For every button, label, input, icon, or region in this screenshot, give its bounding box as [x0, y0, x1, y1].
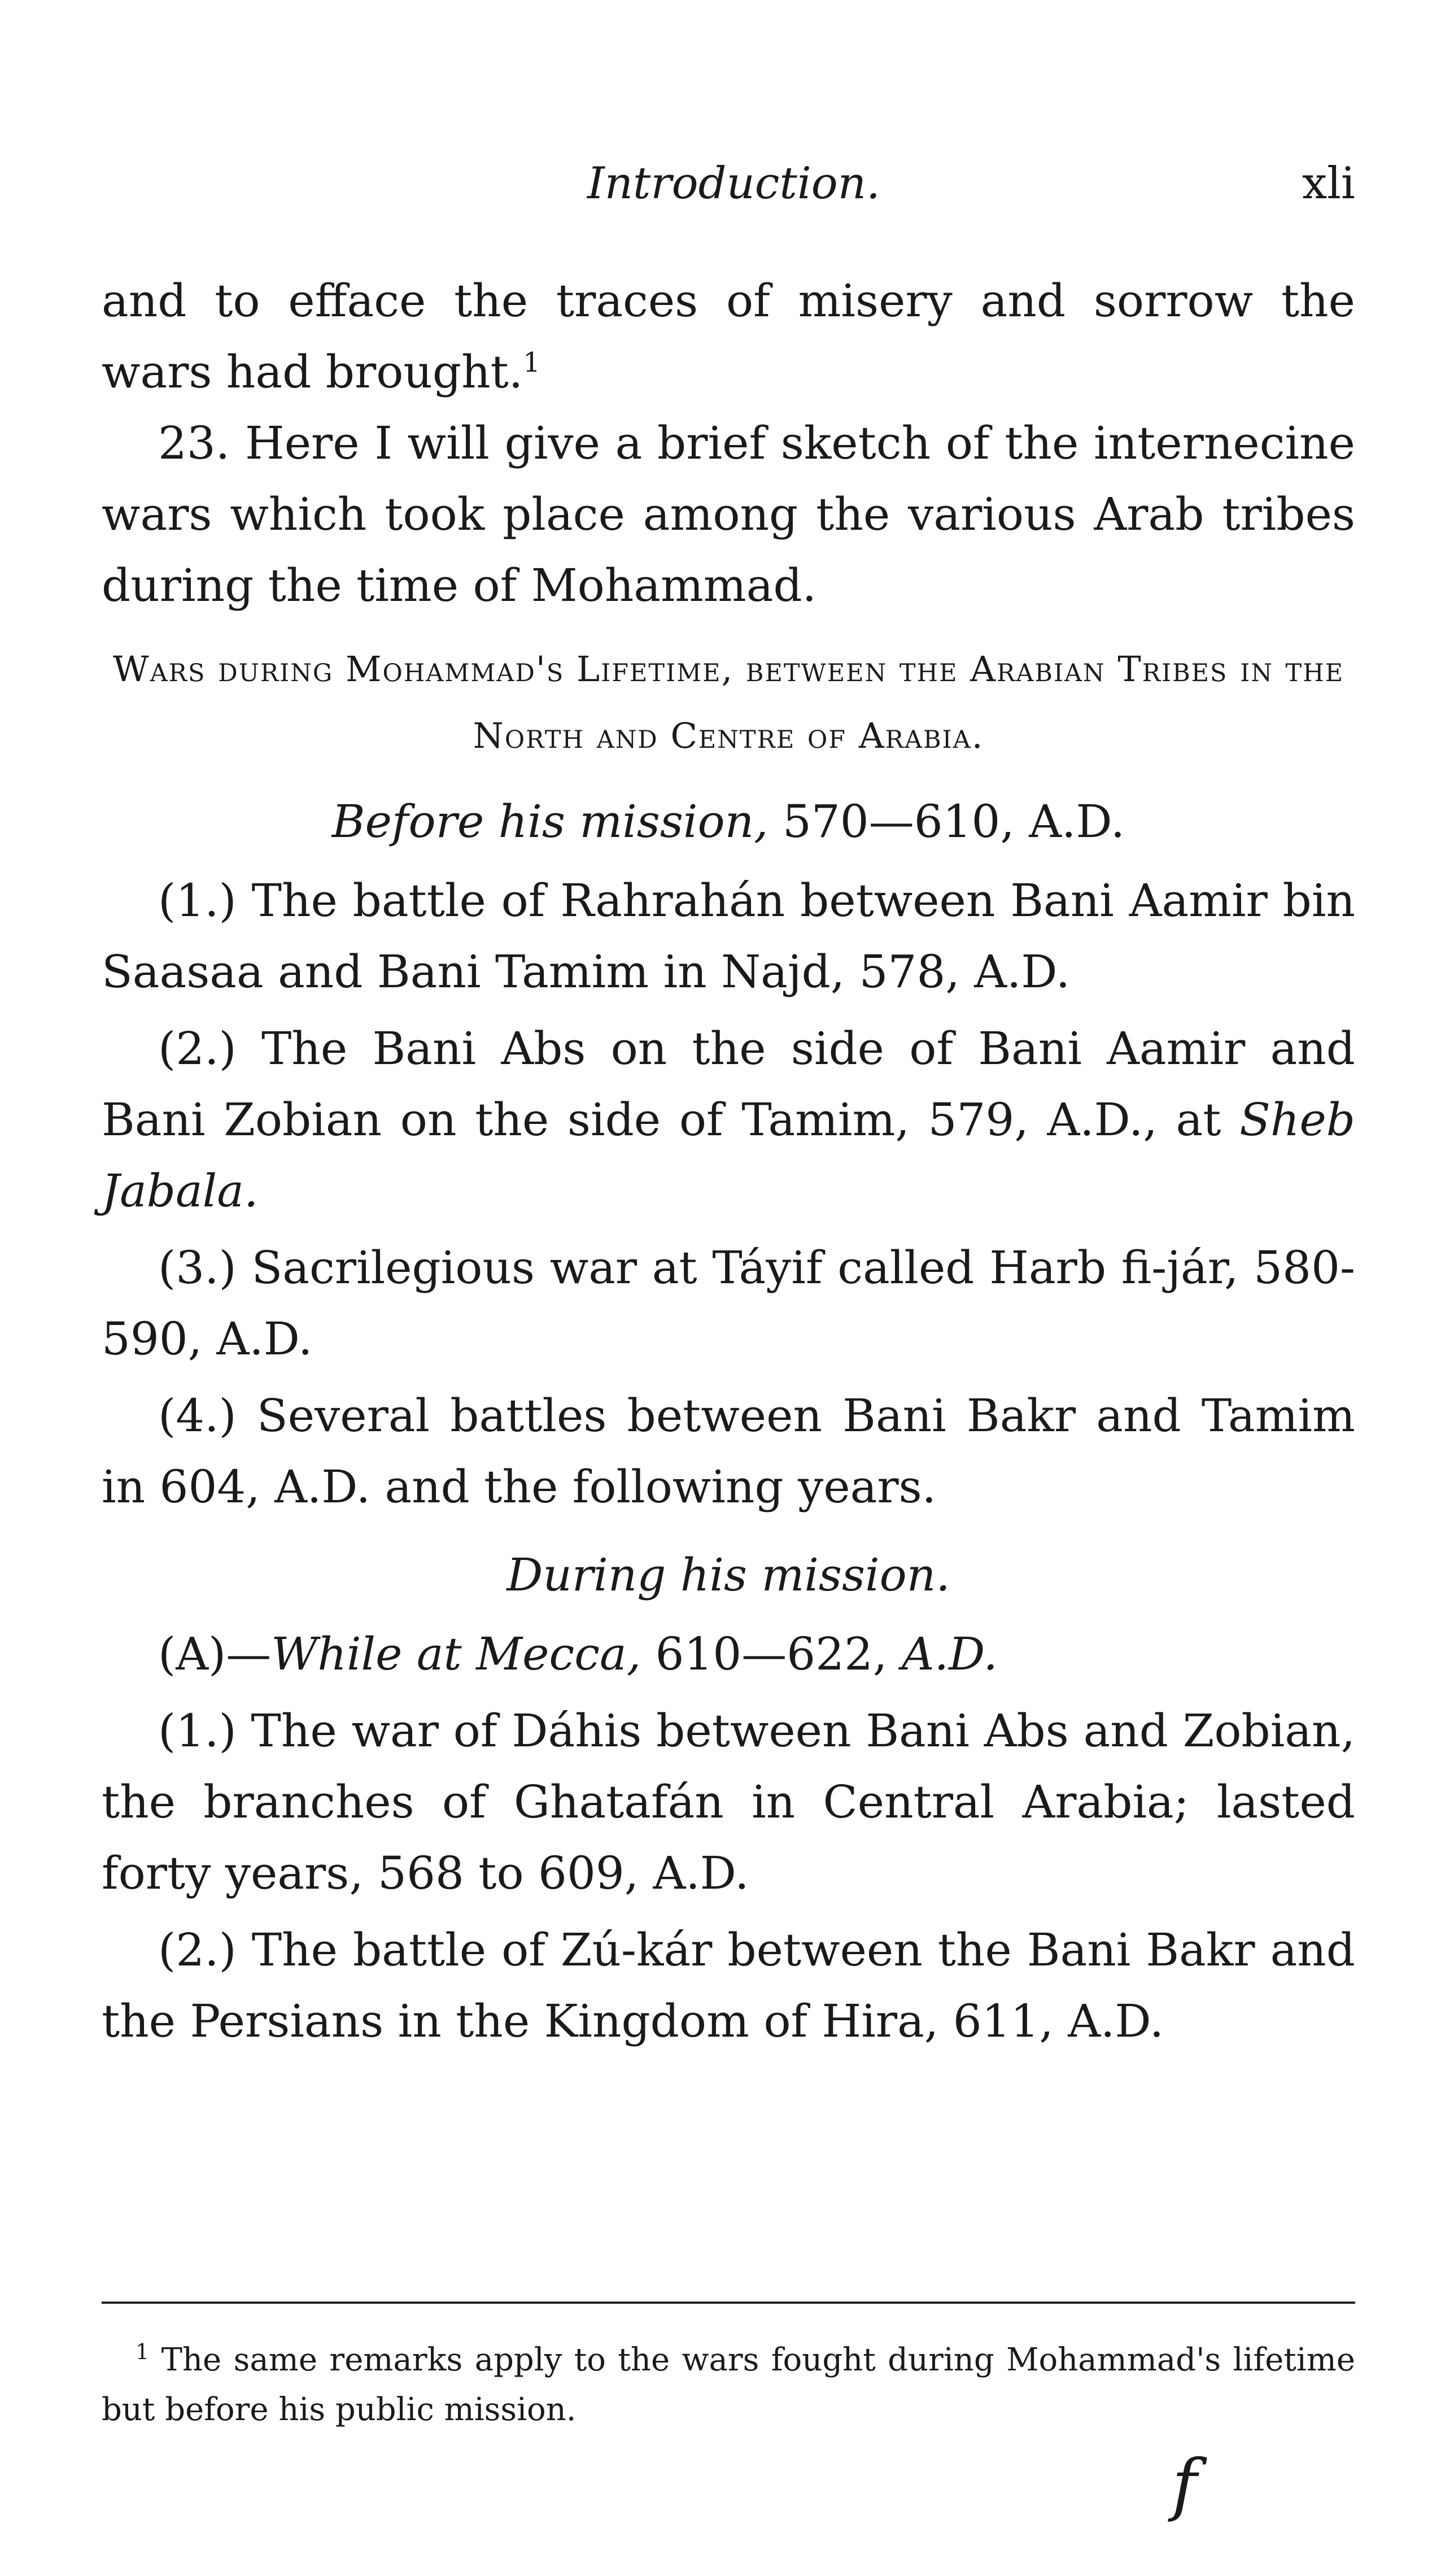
running-head	[102, 158, 1355, 220]
list-item	[102, 1915, 1355, 2057]
item-number: (1.)	[158, 1705, 237, 1757]
item-number: (4.)	[158, 1389, 237, 1442]
item-number: (1.)	[158, 874, 237, 927]
item-place: Sheb Jabala.	[102, 1093, 1355, 1217]
item-number: (2.)	[158, 1022, 237, 1075]
paragraph-continuation	[102, 265, 1355, 408]
list-item	[102, 1380, 1355, 1523]
book-page	[102, 0, 1355, 2576]
footnote-mark: 1	[136, 2339, 150, 2364]
paragraph-text: and to efface the traces of misery and sorrow the wars had brought.	[102, 274, 1355, 398]
list-item	[102, 1695, 1355, 1909]
before-mission-heading-italic: Before his mission,	[331, 795, 768, 848]
item-text: The battle of Rahrahán between Bani Aamir bin Saasaa and Bani Tamim in Najd, 578, A.D.	[102, 874, 1355, 998]
running-head-title: Introduction.	[587, 158, 880, 209]
item-text: The battle of Zú-kár between the Bani Bakr and the Persians in the Kingdom of Hira, 611, A.D.	[102, 1924, 1355, 2047]
footnote-text: The same remarks apply to the wars fought during Mohammad's lifetime but before his public mission.	[102, 2342, 1355, 2428]
mecca-subheading	[102, 1619, 1355, 1690]
item-number: (2.)	[158, 1924, 237, 1976]
page-number: xli	[1302, 158, 1355, 209]
list-item	[102, 1232, 1355, 1375]
footnote-rule	[102, 2302, 1355, 2304]
item-text: Several battles between Bani Bakr and Tamim in 604, A.D. and the following years.	[102, 1389, 1355, 1513]
footnote	[102, 2335, 1355, 2435]
section-heading: Wars during Mohammad's Lifetime, between the Arabian Tribes in the North and Centre of Arabia.	[112, 648, 1344, 756]
subheading-italic: While at Mecca,	[271, 1628, 641, 1680]
list-item	[102, 1013, 1355, 1227]
item-number: (3.)	[158, 1241, 237, 1294]
item-text: Sacrilegious war at Táyif called Harb fi-jár, 580-590, A.D.	[102, 1241, 1355, 1365]
list-item	[102, 865, 1355, 1008]
subheading-prefix: (A)—	[158, 1628, 272, 1680]
footnote-reference: 1	[523, 347, 540, 378]
during-mission-heading: During his mission.	[506, 1549, 950, 1601]
subheading-dates: 610—622,	[641, 1628, 902, 1680]
subheading-era: A.D.	[901, 1628, 998, 1680]
body-text	[102, 265, 1355, 2057]
paragraph-23: 23. Here I will give a brief sketch of the internecine wars which took place among the various Arab tribes during the time of Mohammad.	[102, 417, 1355, 612]
before-mission-heading	[102, 786, 1355, 857]
signature-mark: f	[1172, 2446, 1197, 2524]
item-text: The war of Dáhis between Bani Abs and Zobian, the branches of Ghatafán in Central Arabia; lasted forty years, 568 to 609, A.D.	[102, 1705, 1355, 1899]
item-text: The Bani Abs on the side of Bani Aamir and Bani Zobian on the side of Tamim, 579, A.D., at	[102, 1022, 1355, 1146]
before-mission-heading-dates: 570—610, A.D.	[768, 795, 1125, 848]
